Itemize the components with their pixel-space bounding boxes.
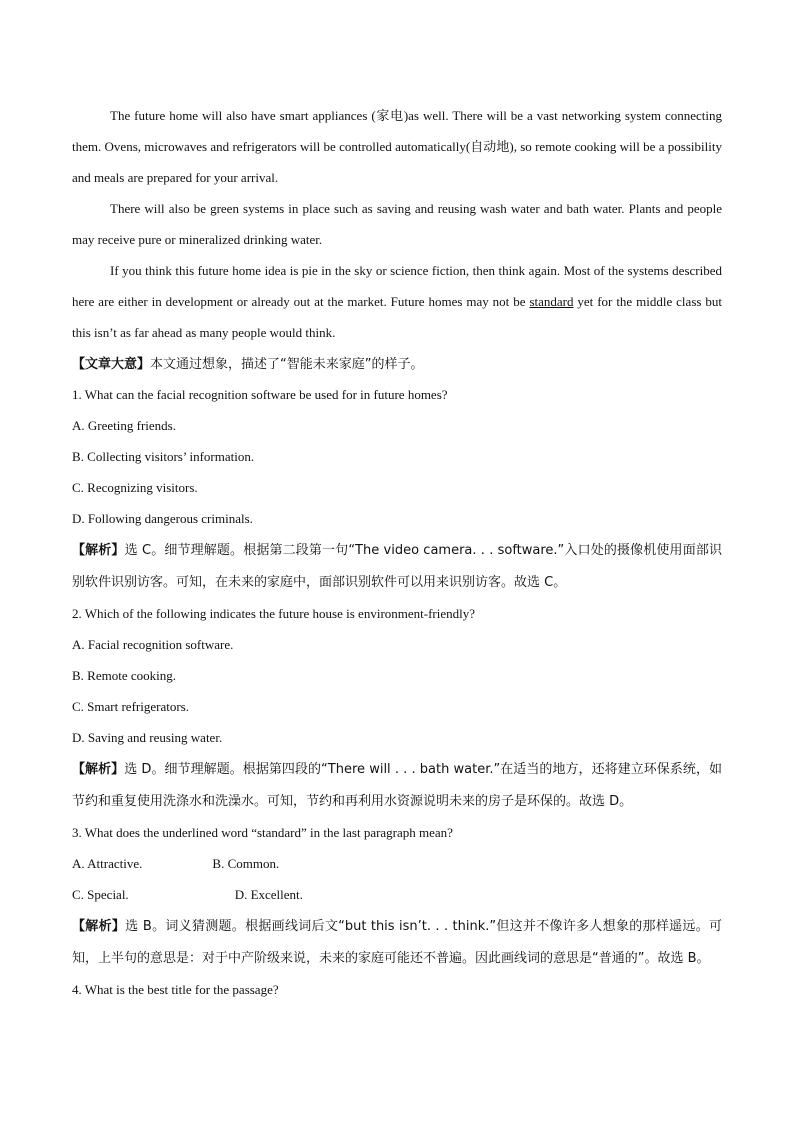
underlined-word-standard: standard: [529, 294, 574, 309]
question-3-option-c: C. Special.: [72, 887, 129, 902]
question-1-analysis: [72, 534, 722, 598]
analysis-tag: 【解析】: [72, 543, 125, 558]
analysis-text: 选 B。词义猜测题。根据画线词后文“but this isn’t. . . think.”但这并不像许多人想象的那样遥远。可知，上半句的意思是：对于中产阶级来说，未来的家庭可能还不普遍。因此画线词的意思是“普通的”。故选 B。: [72, 919, 722, 966]
question-2-stem: 2. Which of the following indicates the future house is environment-friendly?: [72, 606, 476, 621]
document-content: [72, 100, 722, 1005]
question-2-option-b: B. Remote cooking.: [72, 668, 176, 683]
question-1-option-c: C. Recognizing visitors.: [72, 480, 198, 495]
question-1-stem: 1. What can the facial recognition software be used for in future homes?: [72, 387, 448, 402]
paragraph-3-text-before: If you think this future home idea is pie in the sky or science fiction, then think again. Most of the systems described here are either in development or already out at the market. Future homes may not be: [72, 263, 722, 309]
summary-tag: 【文章大意】: [72, 357, 151, 372]
analysis-text: 选 D。细节理解题。根据第四段的“There will . . . bath water.”在适当的地方，还将建立环保系统，如节约和重复使用洗涤水和洗澡水。可知，节约和再利用水资源说明未来的房子是环保的。故选 D。: [72, 762, 722, 809]
question-3-analysis: [72, 910, 722, 974]
passage-paragraph-2: There will also be green systems in place such as saving and reusing wash water and bath water. Plants and people may receive pure or mineralized drinking water.: [72, 201, 722, 247]
question-1-option-a: A. Greeting friends.: [72, 418, 176, 433]
analysis-tag: 【解析】: [72, 919, 126, 934]
question-1-option-b: B. Collecting visitors’ information.: [72, 449, 255, 464]
analysis-tag: 【解析】: [72, 762, 125, 777]
question-3-option-a: A. Attractive.: [72, 856, 143, 871]
paragraph-3-text-after: yet for the middle class but this isn’t as far ahead as many people would think.: [72, 294, 722, 340]
analysis-text: 选 C。细节理解题。根据第二段第一句“The video camera. . . software.”入口处的摄像机使用面部识别软件识别访客。可知，在未来的家庭中，面部识别软件可以用来识别访客。故选 C。: [72, 543, 722, 590]
passage-paragraph-3: [72, 255, 722, 348]
question-2-option-c: C. Smart refrigerators.: [72, 699, 189, 714]
passage-paragraph-1: The future home will also have smart appliances (家电)as well. There will be a vast networking system connecting them. Ovens, microwaves and refrigerators will be controlled automatically(自动地), so remote cooking will be a possibility and meals are prepared for your arrival.: [72, 108, 722, 185]
question-3-options-ab: [72, 848, 722, 879]
question-3-option-d: D. Excellent.: [234, 887, 303, 902]
question-3-option-b: B. Common.: [212, 856, 280, 871]
question-4-stem: 4. What is the best title for the passage?: [72, 982, 279, 997]
question-2-option-a: A. Facial recognition software.: [72, 637, 234, 652]
question-2-analysis: [72, 753, 722, 817]
summary-text: 本文通过想象，描述了“智能未来家庭”的样子。: [150, 357, 424, 372]
question-2-option-d: D. Saving and reusing water.: [72, 730, 223, 745]
summary: [72, 348, 722, 379]
question-3-options-cd: [72, 879, 722, 910]
question-3-stem: 3. What does the underlined word “standard” in the last paragraph mean?: [72, 825, 453, 840]
question-1-option-d: D. Following dangerous criminals.: [72, 511, 253, 526]
